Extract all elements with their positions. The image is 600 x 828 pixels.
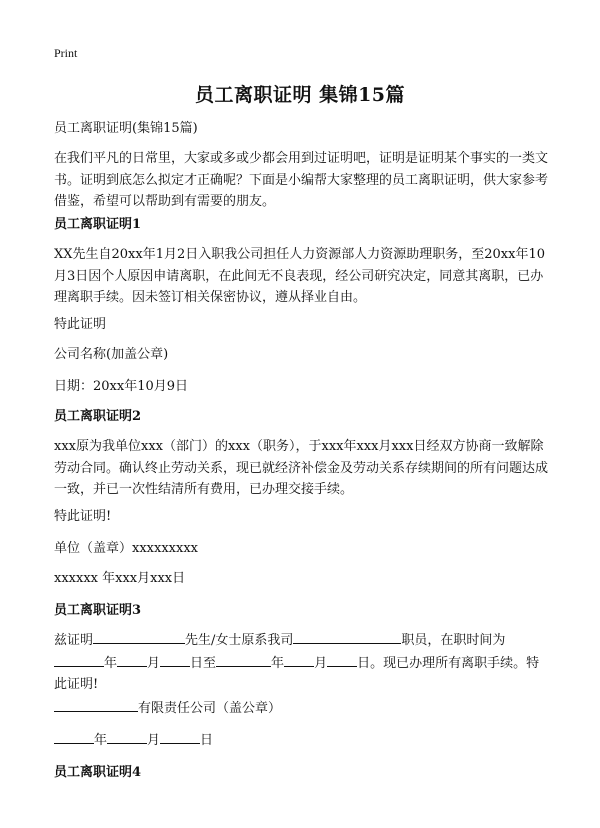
section1-certify: 特此证明: [54, 317, 107, 332]
section1-date: 日期：20xx年10月9日: [54, 379, 189, 394]
date-year-blank: [54, 729, 94, 744]
section3-year2: 年: [271, 655, 285, 671]
section-heading-3: 员工离职证明3: [54, 603, 142, 618]
section3-day-end: 日。现已办理所有离职手续。特此证明!: [54, 655, 540, 692]
date-day-blank: [160, 729, 200, 744]
start-day-blank: [160, 652, 190, 667]
section3-staff: 职员，在职时间为: [401, 633, 506, 648]
section3-month: 月: [147, 655, 161, 671]
section3-company: 有限责任公司（盖公章）: [138, 701, 282, 716]
section2-body: xxx原为我单位xxx（部门）的xxx（职务），于xxx年xxx月xxx日经双方协商一致解除劳动合同。确认终止劳动关系，现已就经济补偿金及劳动关系存续期间的所有问题达成一致，并已一次性结清所有费用，已办理交接手续。: [54, 439, 549, 497]
section3-date-day: 日: [200, 733, 214, 748]
department-blank: [293, 629, 401, 644]
section-heading-2: 员工离职证明2: [54, 409, 142, 424]
intro-paragraph: 在我们平凡的日常里，大家或多或少都会用到过证明吧，证明是证明某个事实的一类文书。证明到底怎么拟定才正确呢？下面是小编帮大家整理的员工离职证明，供大家参考借鉴，希望可以帮助到有需要的朋友。: [54, 151, 549, 209]
start-month-blank: [117, 652, 147, 667]
end-month-blank: [284, 652, 314, 667]
page-title: 员工离职证明 集锦15篇: [194, 84, 406, 106]
section3-date-line: [54, 729, 548, 752]
intro-subtitle: 员工离职证明(集锦15篇): [54, 121, 198, 136]
section-heading-1: 员工离职证明1: [54, 217, 142, 232]
section3-company-line: [54, 697, 548, 720]
section1-company: 公司名称(加盖公章): [54, 347, 169, 362]
section3-date-month: 月: [147, 733, 161, 748]
section3-paragraph: [54, 629, 548, 696]
section3-prefix: 兹证明: [54, 633, 94, 648]
section3-day-to: 日至: [190, 655, 217, 671]
section2-certify: 特此证明!: [54, 509, 112, 524]
section2-unit: 单位（盖章）xxxxxxxxx: [54, 541, 198, 556]
section-heading-4: 员工离职证明4: [54, 765, 142, 780]
end-year-blank: [216, 652, 271, 667]
section3-mr: 先生/女士原系我司: [185, 633, 294, 648]
start-year-blank: [54, 652, 104, 667]
company-blank: [54, 697, 138, 712]
section1-body: XX先生自20xx年1月2日入职我公司担任人力资源部人力资源助理职务，至20xx年10月3日因个人原因申请离职，在此间无不良表现，经公司研究决定，同意其离职，已办理离职手续。因未签订相关保密协议，遵从择业自由。: [54, 247, 546, 305]
section3-year: 年: [104, 655, 118, 671]
print-label: Print: [54, 46, 78, 60]
section3-date-year: 年: [94, 733, 108, 748]
name-blank: [93, 629, 185, 644]
section2-date: xxxxxx 年xxx月xxx日: [54, 571, 186, 586]
date-month-blank: [107, 729, 147, 744]
end-day-blank: [327, 652, 357, 667]
section3-month2: 月: [314, 655, 328, 671]
